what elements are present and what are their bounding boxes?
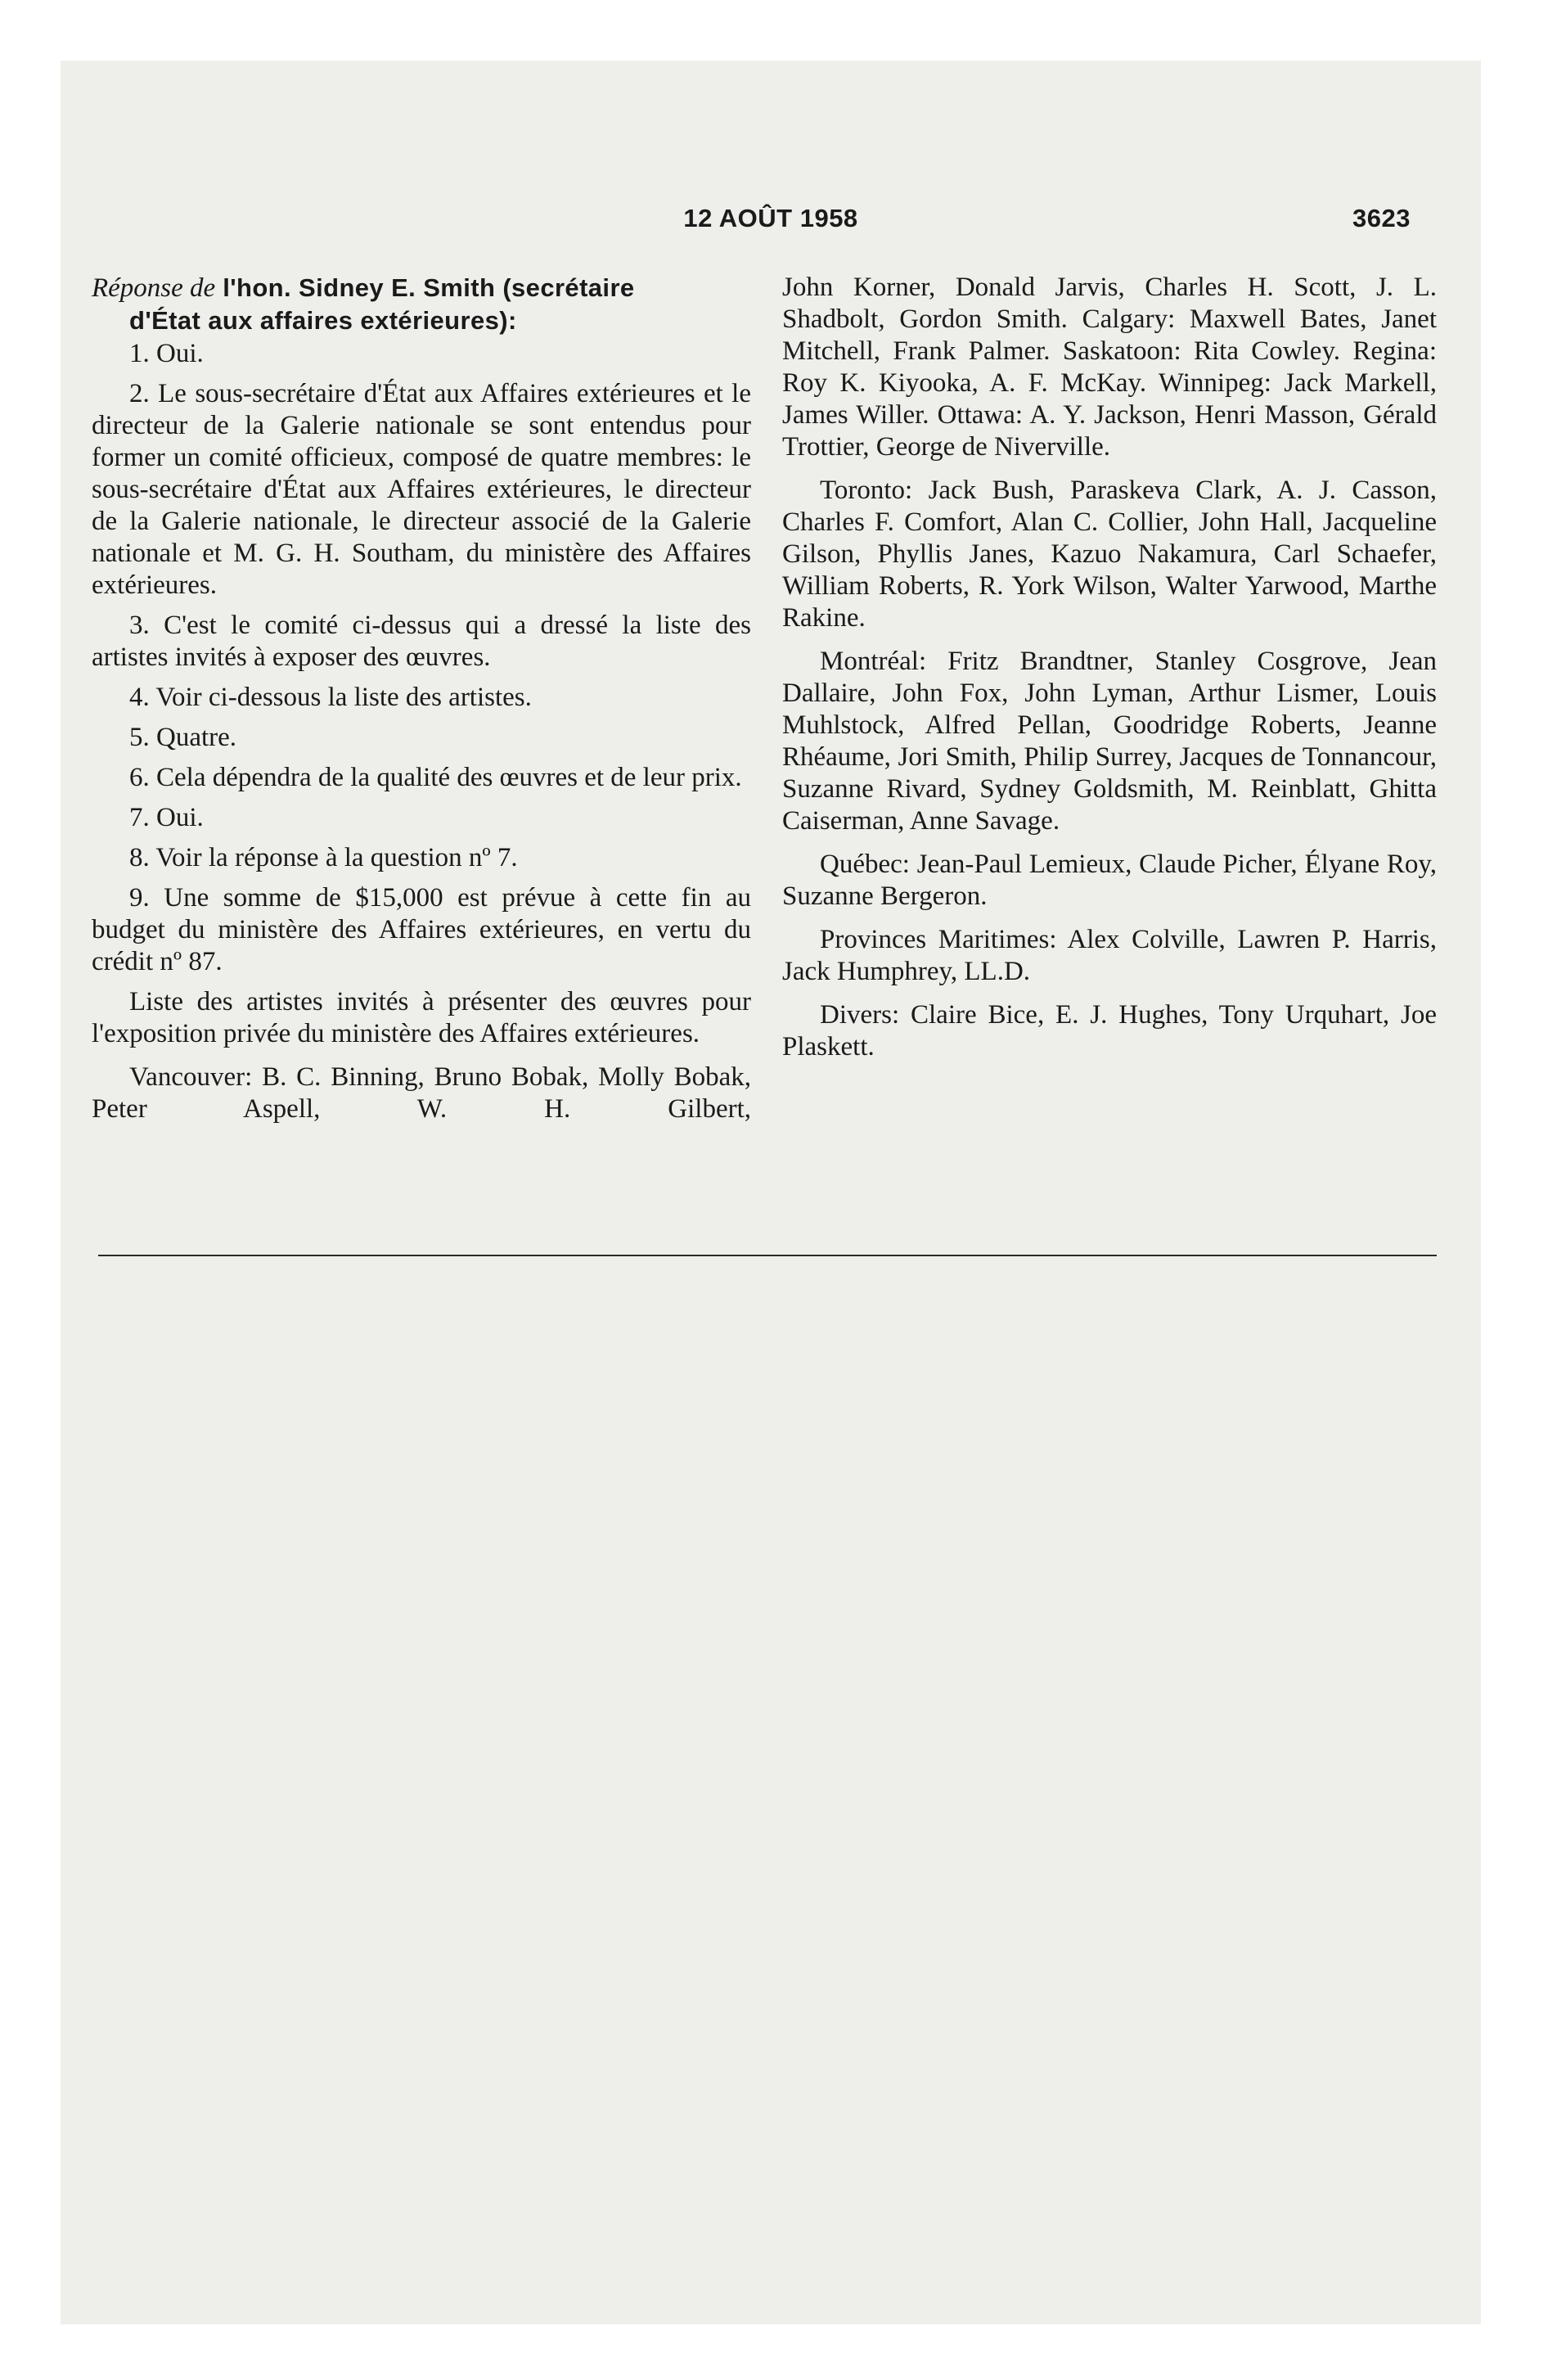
- answer-heading: [92, 272, 751, 304]
- answer-heading-continued: d'État aux affaires extérieures):: [129, 306, 517, 335]
- artist-list-intro: Liste des artistes invités à présenter des œuvres pour l'exposition privée du ministère des Affaires extérieures.: [92, 987, 751, 1048]
- section-divider-right: [681, 1255, 1437, 1256]
- western-artists-list: John Korner, Donald Jarvis, Charles H. Scott, J. L. Shadbolt, Gordon Smith. Calgary: Maxwell Bates, Janet Mitchell, Frank Palmer. Saskatoon: Rita Cowley. Regina: Roy K. Kiyooka, A. F. McKay. Winnipeg: Jack Markell, James Willer. Ottawa: A. Y. Jackson, Henri Masson, Gérald Trottier, George de Niverville.: [782, 273, 1437, 462]
- answer-item-2: 2. Le sous-secrétaire d'État aux Affaires extérieures et le directeur de la Galerie nationale se sont entendus pour former un comité officieux, composé de quatre membres: le sous-secrétaire d'État aux Affaires extérieures, le directeur de la Galerie nationale, le directeur associé de la Galerie nationale et M. G. H. Southam, du ministère des Affaires extérieures.: [92, 379, 751, 600]
- answer-item-4: 4. Voir ci-dessous la liste des artistes.: [129, 683, 532, 712]
- page-header: [61, 204, 1481, 240]
- vancouver-list: Vancouver: B. C. Binning, Bruno Bobak, Molly Bobak, Peter Aspell, W. H. Gilbert,: [92, 1062, 751, 1124]
- answer-item-5: 5. Quatre.: [129, 723, 237, 752]
- header-date: 12 AOÛT 1958: [683, 204, 858, 232]
- answer-item-6: 6. Cela dépendra de la qualité des œuvres et de leur prix.: [129, 763, 742, 792]
- right-column: [782, 272, 1437, 1075]
- answer-heading-bold: l'hon. Sidney E. Smith (secrétaire: [215, 273, 635, 302]
- answer-item-3: 3. C'est le comité ci-dessus qui a dressé la liste des artistes invités à exposer des œuvres.: [92, 611, 751, 672]
- answer-item-7: 7. Oui.: [129, 803, 204, 832]
- section-divider-left: [98, 1255, 483, 1256]
- montreal-list: Montréal: Fritz Brandtner, Stanley Cosgrove, Jean Dallaire, John Fox, John Lyman, Arthur Lismer, Louis Muhlstock, Alfred Pellan, Goodridge Roberts, Jeanne Rhéaume, Jori Smith, Philip Surrey, Jacques de Tonnancour, Suzanne Rivard, Sydney Goldsmith, M. Reinblatt, Ghitta Caiserman, Anne Savage.: [782, 647, 1437, 836]
- answer-item-1: 1. Oui.: [129, 339, 204, 368]
- toronto-list: Toronto: Jack Bush, Paraskeva Clark, A. J. Casson, Charles F. Comfort, Alan C. Collier, John Hall, Jacqueline Gilson, Phyllis Janes, Kazuo Nakamura, Carl Schaefer, William Roberts, R. York Wilson, Walter Yarwood, Marthe Rakine.: [782, 476, 1437, 633]
- answer-item-8: 8. Voir la réponse à la question nº 7.: [129, 843, 518, 872]
- answer-item-9: 9. Une somme de $15,000 est prévue à cette fin au budget du ministère des Affaires extérieures, en vertu du crédit nº 87.: [92, 883, 751, 976]
- page-number: 3623: [1352, 204, 1411, 232]
- answer-heading-italic: Réponse de: [92, 273, 216, 303]
- divers-list: Divers: Claire Bice, E. J. Hughes, Tony Urquhart, Joe Plaskett.: [782, 1000, 1437, 1062]
- left-column: [92, 272, 751, 1137]
- quebec-list: Québec: Jean-Paul Lemieux, Claude Picher, Élyane Roy, Suzanne Bergeron.: [782, 850, 1437, 911]
- scanned-page: [61, 61, 1481, 2324]
- maritimes-list: Provinces Maritimes: Alex Colville, Lawren P. Harris, Jack Humphrey, LL.D.: [782, 925, 1437, 986]
